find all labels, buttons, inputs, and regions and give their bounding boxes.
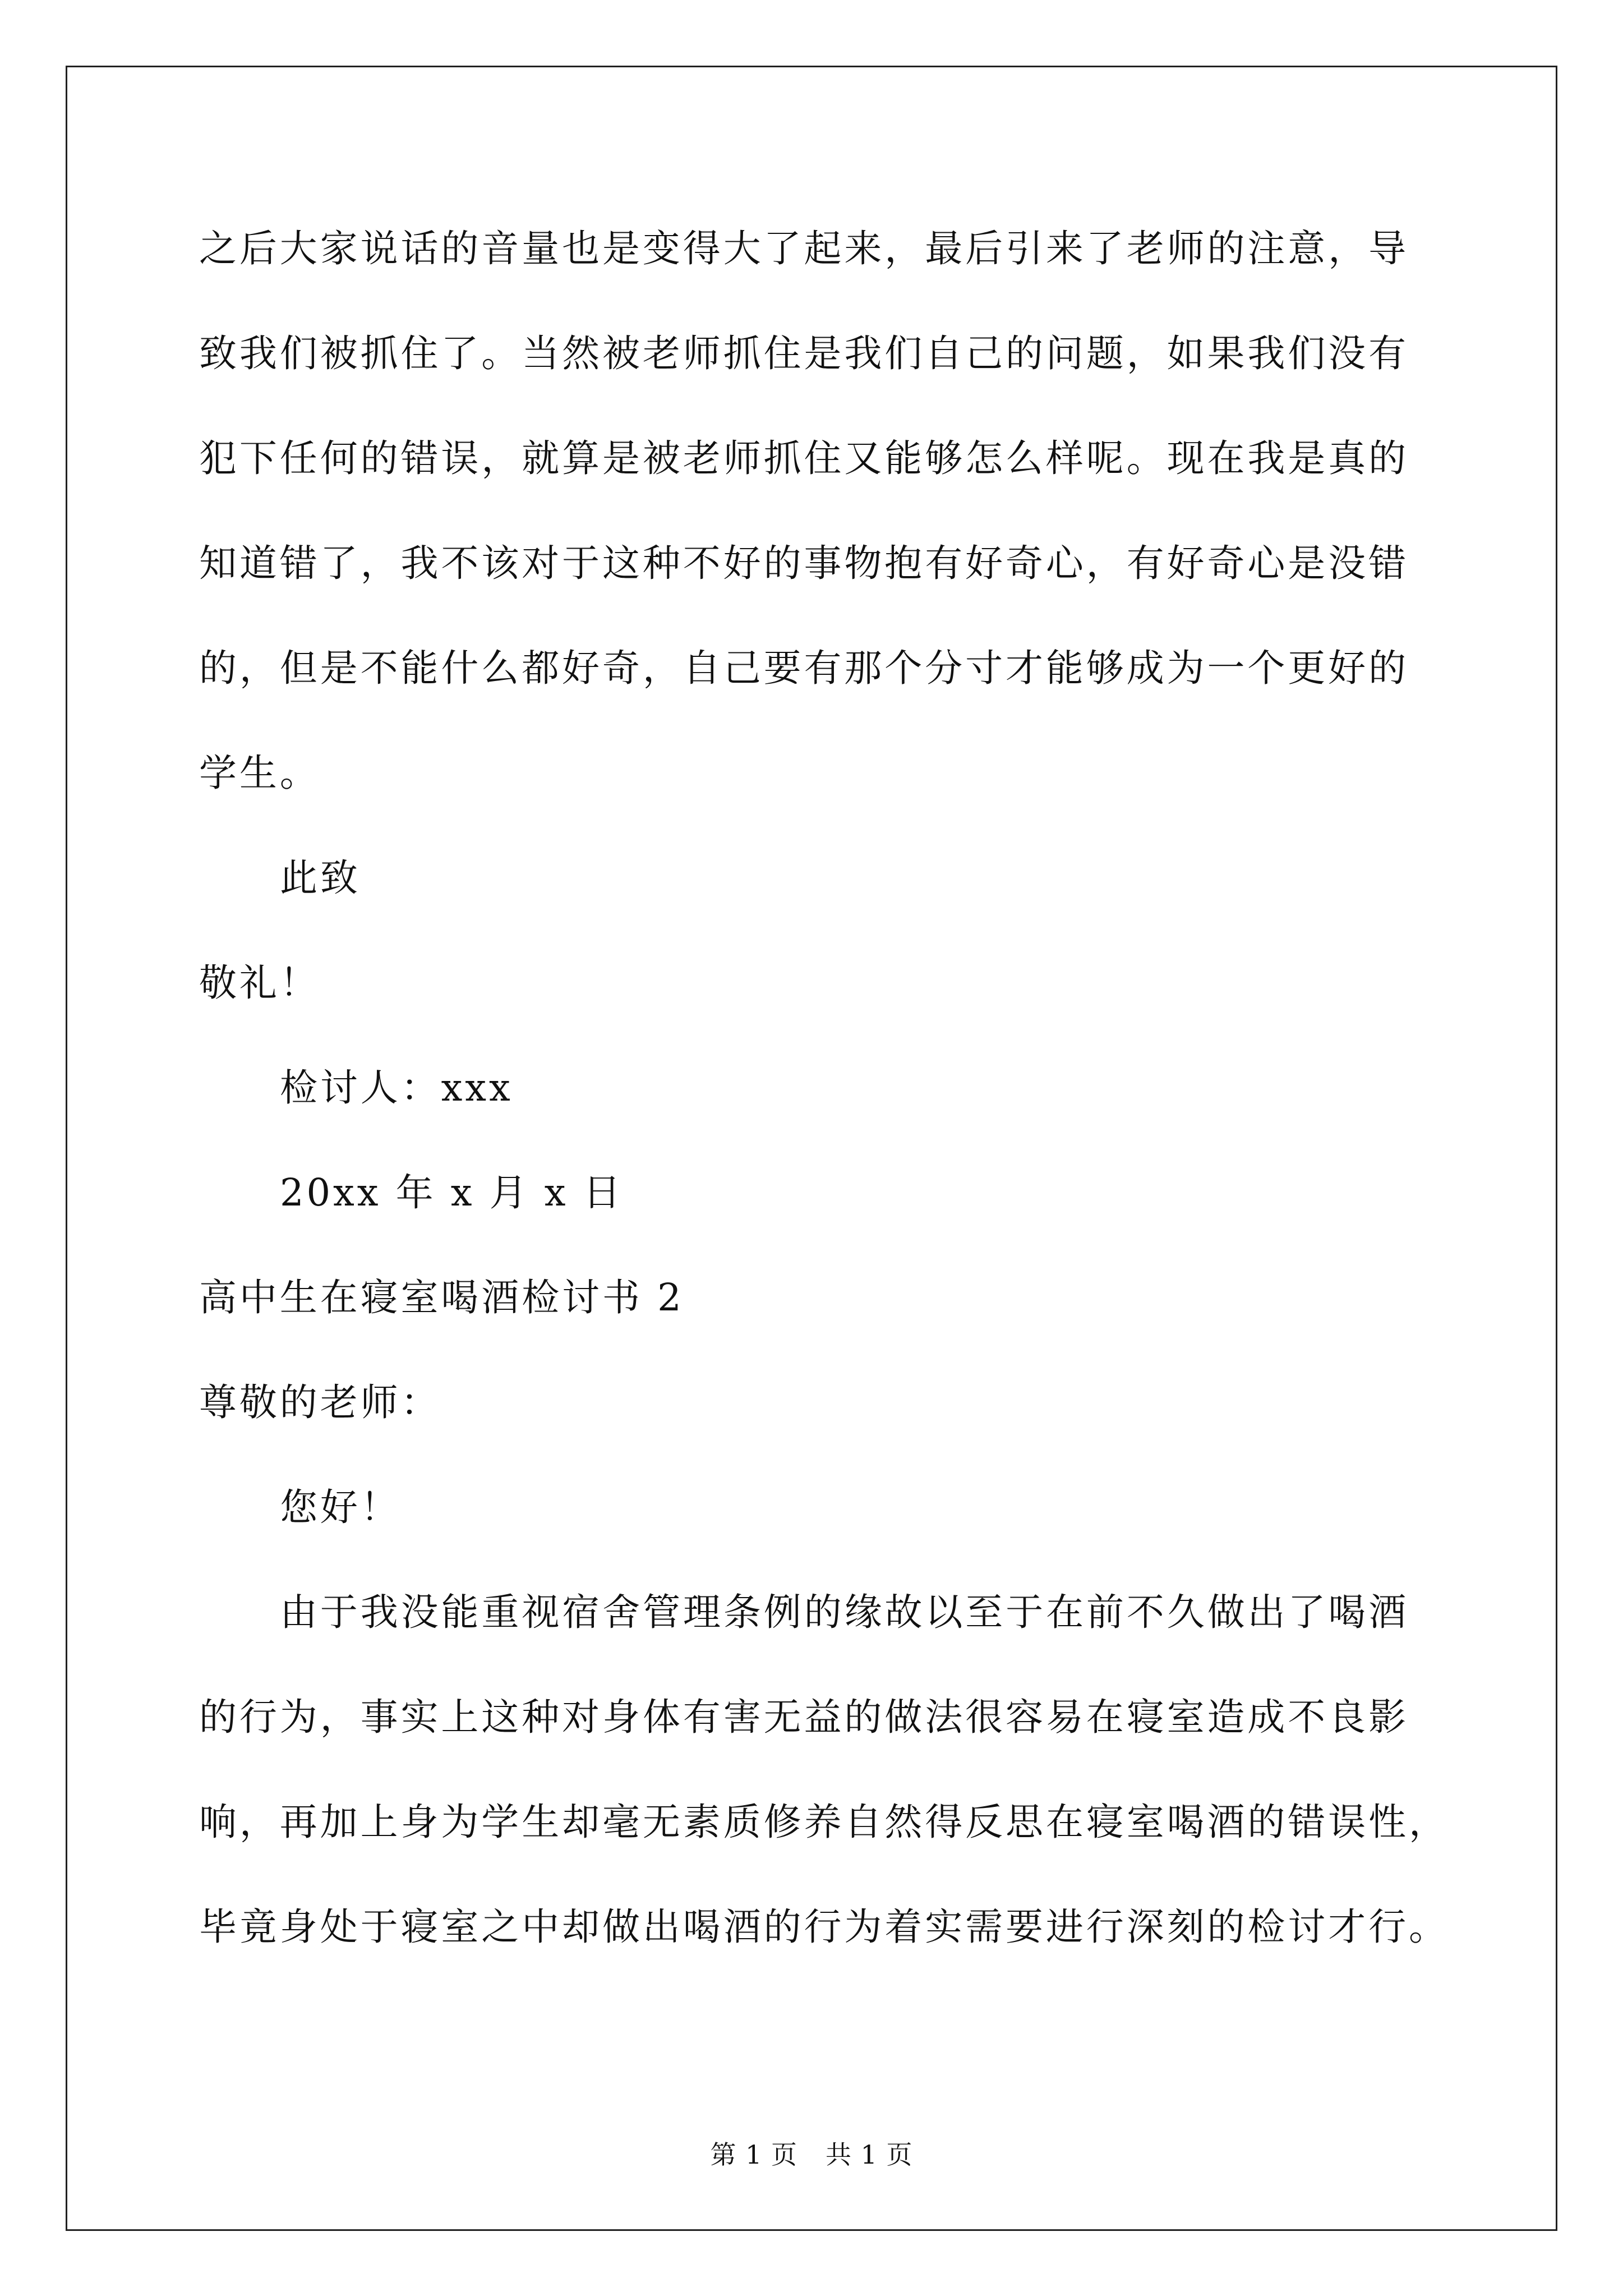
closing-text: 此致 bbox=[280, 856, 361, 900]
page-total: 共 1 页 bbox=[826, 2139, 913, 2170]
section-title: 高中生在寝室喝酒检讨书 2 bbox=[199, 1276, 684, 1319]
signature-line: 检讨人：xxx bbox=[280, 1066, 513, 1110]
paragraph-line: 的，但是不能什么都好奇，自己要有那个分寸才能够成为一个更好的 bbox=[199, 646, 1409, 690]
page-footer bbox=[0, 2134, 1623, 2171]
paragraph-line: 犯下任何的错误，就算是被老师抓住又能够怎么样呢。现在我是真的 bbox=[199, 436, 1409, 480]
paragraph-line: 响，再加上身为学生却毫无素质修养自然得反思在寝室喝酒的错误性， bbox=[199, 1800, 1449, 1844]
paragraph-line: 的行为，事实上这种对身体有害无益的做法很容易在寝室造成不良影 bbox=[199, 1695, 1409, 1739]
paragraph-line: 毕竟身处于寝室之中却做出喝酒的行为着实需要进行深刻的检讨才行。 bbox=[199, 1905, 1449, 1949]
greeting-line: 尊敬的老师： bbox=[199, 1381, 441, 1424]
paragraph-line: 之后大家说话的音量也是变得大了起来，最后引来了老师的注意，导 bbox=[199, 227, 1409, 270]
paragraph-line: 知道错了，我不该对于这种不好的事物抱有好奇心，有好奇心是没错 bbox=[199, 541, 1409, 585]
paragraph-line: 学生。 bbox=[199, 751, 320, 795]
hello-line: 您好！ bbox=[280, 1485, 401, 1529]
date-line: 20xx 年 x 月 x 日 bbox=[280, 1171, 624, 1214]
paragraph-line: 由于我没能重视宿舍管理条例的缘故以至于在前不久做出了喝酒 bbox=[280, 1590, 1409, 1634]
paragraph-line: 致我们被抓住了。当然被老师抓住是我们自己的问题，如果我们没有 bbox=[199, 332, 1409, 375]
page-number: 第 1 页 bbox=[710, 2139, 797, 2170]
salute-text: 敬礼！ bbox=[199, 961, 320, 1005]
